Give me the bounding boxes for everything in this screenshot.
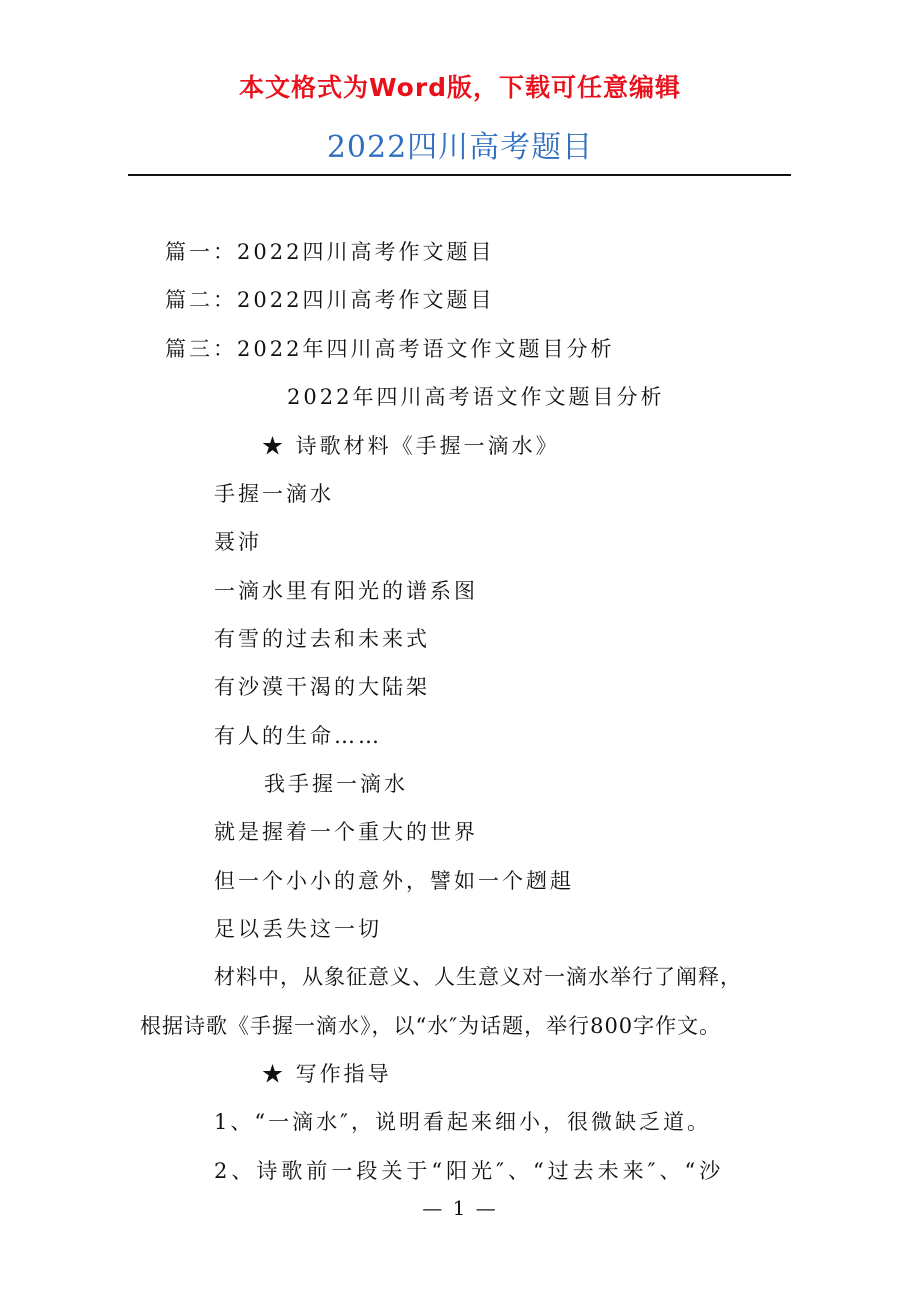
toc-item-2: 篇二：2022四川高考作文题目 [165, 288, 495, 312]
guide-item-2: 2、诗歌前一段关于“阳光″、“过去未来″、“沙 [214, 1159, 725, 1183]
page-number: — 1 — [422, 1196, 498, 1220]
guide-item-1: 1、“一滴水″，说明看起来细小，很微缺乏道。 [214, 1110, 711, 1134]
poem-line: 有沙漠干渴的大陆架 [214, 675, 430, 699]
section-heading-guide: ★ 写作指导 [262, 1062, 392, 1086]
poem-author: 聂沛 [214, 530, 262, 554]
toc-item-3: 篇三：2022年四川高考语文作文题目分析 [165, 337, 615, 361]
title-divider [128, 174, 791, 176]
poem-line: 我手握一滴水 [264, 772, 408, 796]
poem-line: 一滴水里有阳光的谱系图 [214, 579, 478, 603]
poem-line: 足以丢失这一切 [214, 917, 382, 941]
poem-line: 有人的生命…… [214, 724, 382, 748]
poem-line: 有雪的过去和未来式 [214, 627, 430, 651]
document-title: 2022四川高考题目 [326, 130, 594, 165]
prompt-line-1: 材料中，从象征意义、人生意义对一滴水举行了阐释， [214, 965, 742, 989]
poem-line: 但一个小小的意外，譬如一个趔趄 [214, 869, 574, 893]
poem-line: 就是握着一个重大的世界 [214, 820, 478, 844]
toc-item-1: 篇一：2022四川高考作文题目 [165, 240, 495, 264]
section-heading-poem: ★ 诗歌材料《手握一滴水》 [262, 434, 560, 458]
prompt-line-2: 根据诗歌《手握一滴水》，以“水″为话题，举行800字作文。 [140, 1014, 722, 1038]
article-title: 2022年四川高考语文作文题目分析 [287, 385, 665, 409]
download-banner: 本文格式为Word版，下载可任意编辑 [238, 73, 682, 102]
poem-title: 手握一滴水 [214, 482, 334, 506]
